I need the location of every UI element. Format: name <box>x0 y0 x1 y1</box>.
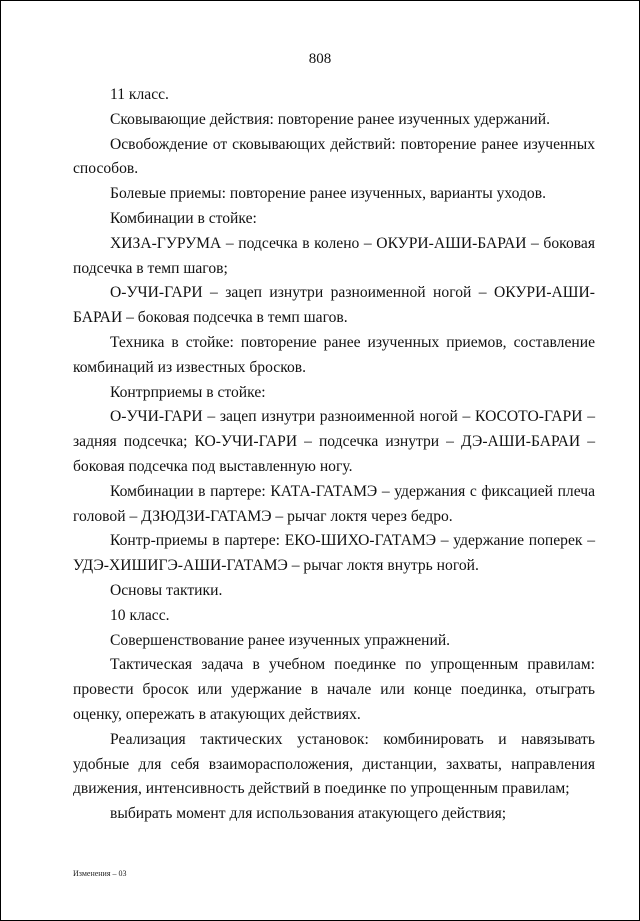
paragraph-ground-combinations: Комбинации в партере: КАТА-ГАТАМЭ – удержания с фиксацией плеча головой – ДЗЮДЗИ-ГАТАМЭ – рычаг локтя через бедро. <box>73 482 595 525</box>
paragraph-o-uchi-gari: О-УЧИ-ГАРИ – зацеп изнутри разноименной ногой – ОКУРИ-АШИ-БАРАИ – боковая подсечка в темп шагов. <box>73 284 595 327</box>
paragraph-binding-actions: Сковывающие действия: повторение ранее изученных удержаний. <box>110 110 551 128</box>
paragraph-pain-holds: Болевые приемы: повторение ранее изученных, варианты уходов. <box>110 185 546 203</box>
document-body <box>73 83 595 827</box>
footer-revision-note: Изменения – 03 <box>73 869 127 878</box>
paragraph-tactical-task: Тактическая задача в учебном поединке по упрощенным правилам: провести бросок или удержание в начале или конце поединка, отыграть оценку, опережать в атакующих действиях. <box>73 656 595 723</box>
paragraph-tactics-basics: Основы тактики. <box>110 581 223 599</box>
paragraph-standing-combinations: Комбинации в стойке: <box>110 209 257 227</box>
paragraph-tactical-implementation: Реализация тактических установок: комбинировать и навязывать удобные для себя взаиморасположения, дистанции, захваты, направления движения, интенсивность действий в поединке по упрощенным правилам; <box>73 730 595 798</box>
paragraph-choose-moment: выбирать момент для использования атакующего действия; <box>110 805 507 823</box>
paragraph-ground-counters: Контр-приемы в партере: ЕКО-ШИХО-ГАТАМЭ – удержание поперек – УДЭ-ХИШИГЭ-АШИ-ГАТАМЭ – рычаг локтя внутрь ногой. <box>73 532 595 575</box>
paragraph-counter-details: О-УЧИ-ГАРИ – зацеп изнутри разноименной ногой – КОСОТО-ГАРИ – задняя подсечка; КО-УЧИ-ГАРИ – подсечка изнутри – ДЭ-АШИ-БАРАИ – боковая подсечка под выставленную ногу. <box>73 408 595 475</box>
paragraph-grade-10: 10 класс. <box>110 606 170 624</box>
paragraph-hiza-guruma: ХИЗА-ГУРУМА – подсечка в колено – ОКУРИ-АШИ-БАРАИ – боковая подсечка в темп шагов; <box>73 234 595 277</box>
paragraph-standing-counters: Контрприемы в стойке: <box>110 383 266 401</box>
paragraph-standing-technique: Техника в стойке: повторение ранее изученных приемов, составление комбинаций из известных бросков. <box>73 333 595 376</box>
paragraph-improvement: Совершенствование ранее изученных упражнений. <box>110 631 451 649</box>
paragraph-grade-11: 11 класс. <box>110 86 169 103</box>
page-number: 808 <box>308 51 332 67</box>
paragraph-release: Освобождение от сковывающих действий: повторение ранее изученных способов. <box>73 135 595 178</box>
